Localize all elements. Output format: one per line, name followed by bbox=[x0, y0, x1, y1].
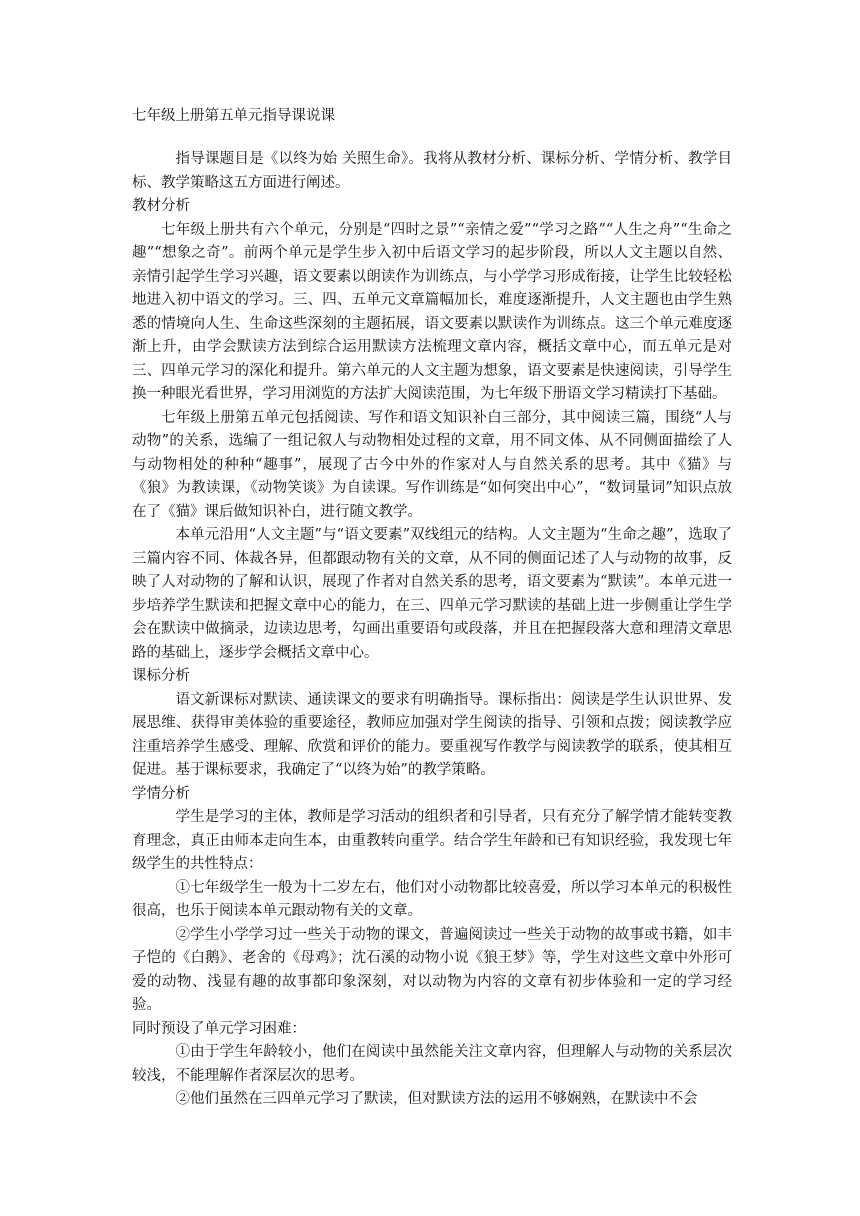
learners-item-2: ②学生小学学习过一些关于动物的课文，普遍阅读过一些关于动物的故事或书籍，如丰子恺的《白鹅》、老舍的《母鸡》；沈石溪的动物小说《狼王梦》等，学生对这些文章中外形可爱的动物、浅显有趣的故事都印象深刻，对以动物为内容的文章有初步体验和一定的学习经验。 bbox=[132, 926, 732, 1013]
curriculum-paragraph-1: 语文新课标对默读、通读课文的要求有明确指导。课标指出：阅读是学生认识世界、发展思维、获得审美体验的重要途径，教师应加强对学生阅读的指导、引领和点拨；阅读教学应注重培养学生感受、理解、欣赏和评价的能力。要重视写作教学与阅读教学的联系，使其相互促进。基于课标要求，我确定了“以终为始”的教学策略。 bbox=[132, 691, 732, 778]
document-title: 七年级上册第五单元指导课说课 bbox=[132, 108, 335, 124]
section-heading-learners: 学情分析 bbox=[132, 785, 190, 802]
learners-paragraph-1: 学生是学习的主体，教师是学习活动的组织者和引导者，只有充分了解学情才能转变教育理念，真正由师本走向生本，由重教转向重学。结合学生年龄和已有知识经验，我发现七年级学生的共性特点： bbox=[132, 809, 732, 872]
textbook-paragraph-1: 七年级上册共有六个单元，分别是“四时之景”“亲情之爱”“学习之路”“人生之舟”“生命之趣”“想象之奇”。前两个单元是学生步入初中后语文学习的起步阶段，所以人文主题以自然、亲情引起学生学习兴趣，语文要素以朗读作为训练点，与小学学习形成衔接，让学生比较轻松地进入初中语文的学习。三、四、五单元文章篇幅加长，难度逐渐提升，人文主题也由学生熟悉的情境向人生、生命这些深刻的主题拓展，语文要素以默读作为训练点。这三个单元难度逐渐上升，由学会默读方法到综合运用默读方法梳理文章内容，概括文章中心，而五单元是对三、四单元学习的深化和提升。第六单元的人文主题为想象，语文要素是快速阅读，引导学生换一种眼光看世界，学习用浏览的方法扩大阅读范围，为七年级下册语文学习精读打下基础。 bbox=[132, 221, 732, 402]
difficulty-item-1: ①由于学生年龄较小，他们在阅读中虽然能关注文章内容，但理解人与动物的关系层次较浅，不能理解作者深层次的思考。 bbox=[132, 1044, 732, 1084]
intro-paragraph: 指导课题目是《以终为始 关照生命》。我将从教材分析、课标分析、学情分析、教学目标、教学策略这五方面进行阐述。 bbox=[132, 151, 732, 191]
difficulty-lead: 同时预设了单元学习困难： bbox=[132, 1020, 306, 1037]
textbook-paragraph-2: 七年级上册第五单元包括阅读、写作和语文知识补白三部分，其中阅读三篇，围绕“人与动物”的关系，选编了一组记叙人与动物相处过程的文章，用不同文体、从不同侧面描绘了人与动物相处的种种“趣事”，展现了古今中外的作家对人与自然关系的思考。其中《猫》与《狼》为教读课，《动物笑谈》为自读课。写作训练是“如何突出中心”，“数词量词”知识点放在了《猫》课后做知识补白，进行随文教学。 bbox=[132, 409, 732, 520]
textbook-paragraph-3: 本单元沿用“人文主题”与“语文要素”双线组元的结构。人文主题为“生命之趣”，选取了三篇内容不同、体裁各异，但都跟动物有关的文章，从不同的侧面记述了人与动物的故事，反映了人对动物的了解和认识，展现了作者对自然关系的思考，语文要素为“默读”。本单元进一步培养学生默读和把握文章中心的能力，在三、四单元学习默读的基础上进一步侧重让学生学会在默读中做摘录，边读边思考，勾画出重要语句或段落，并且在把握段落大意和理清文章思路的基础上，逐步学会概括文章中心。 bbox=[132, 527, 732, 661]
difficulty-item-2: ②他们虽然在三四单元学习了默读，但对默读方法的运用不够娴熟，在默读中不会 bbox=[175, 1091, 698, 1107]
document-body bbox=[132, 148, 732, 1112]
learners-item-1: ①七年级学生一般为十二岁左右，他们对小动物都比较喜爱，所以学习本单元的积极性很高，也乐于阅读本单元跟动物有关的文章。 bbox=[132, 879, 732, 919]
section-heading-textbook: 教材分析 bbox=[132, 198, 190, 214]
section-heading-curriculum: 课标分析 bbox=[132, 668, 190, 684]
